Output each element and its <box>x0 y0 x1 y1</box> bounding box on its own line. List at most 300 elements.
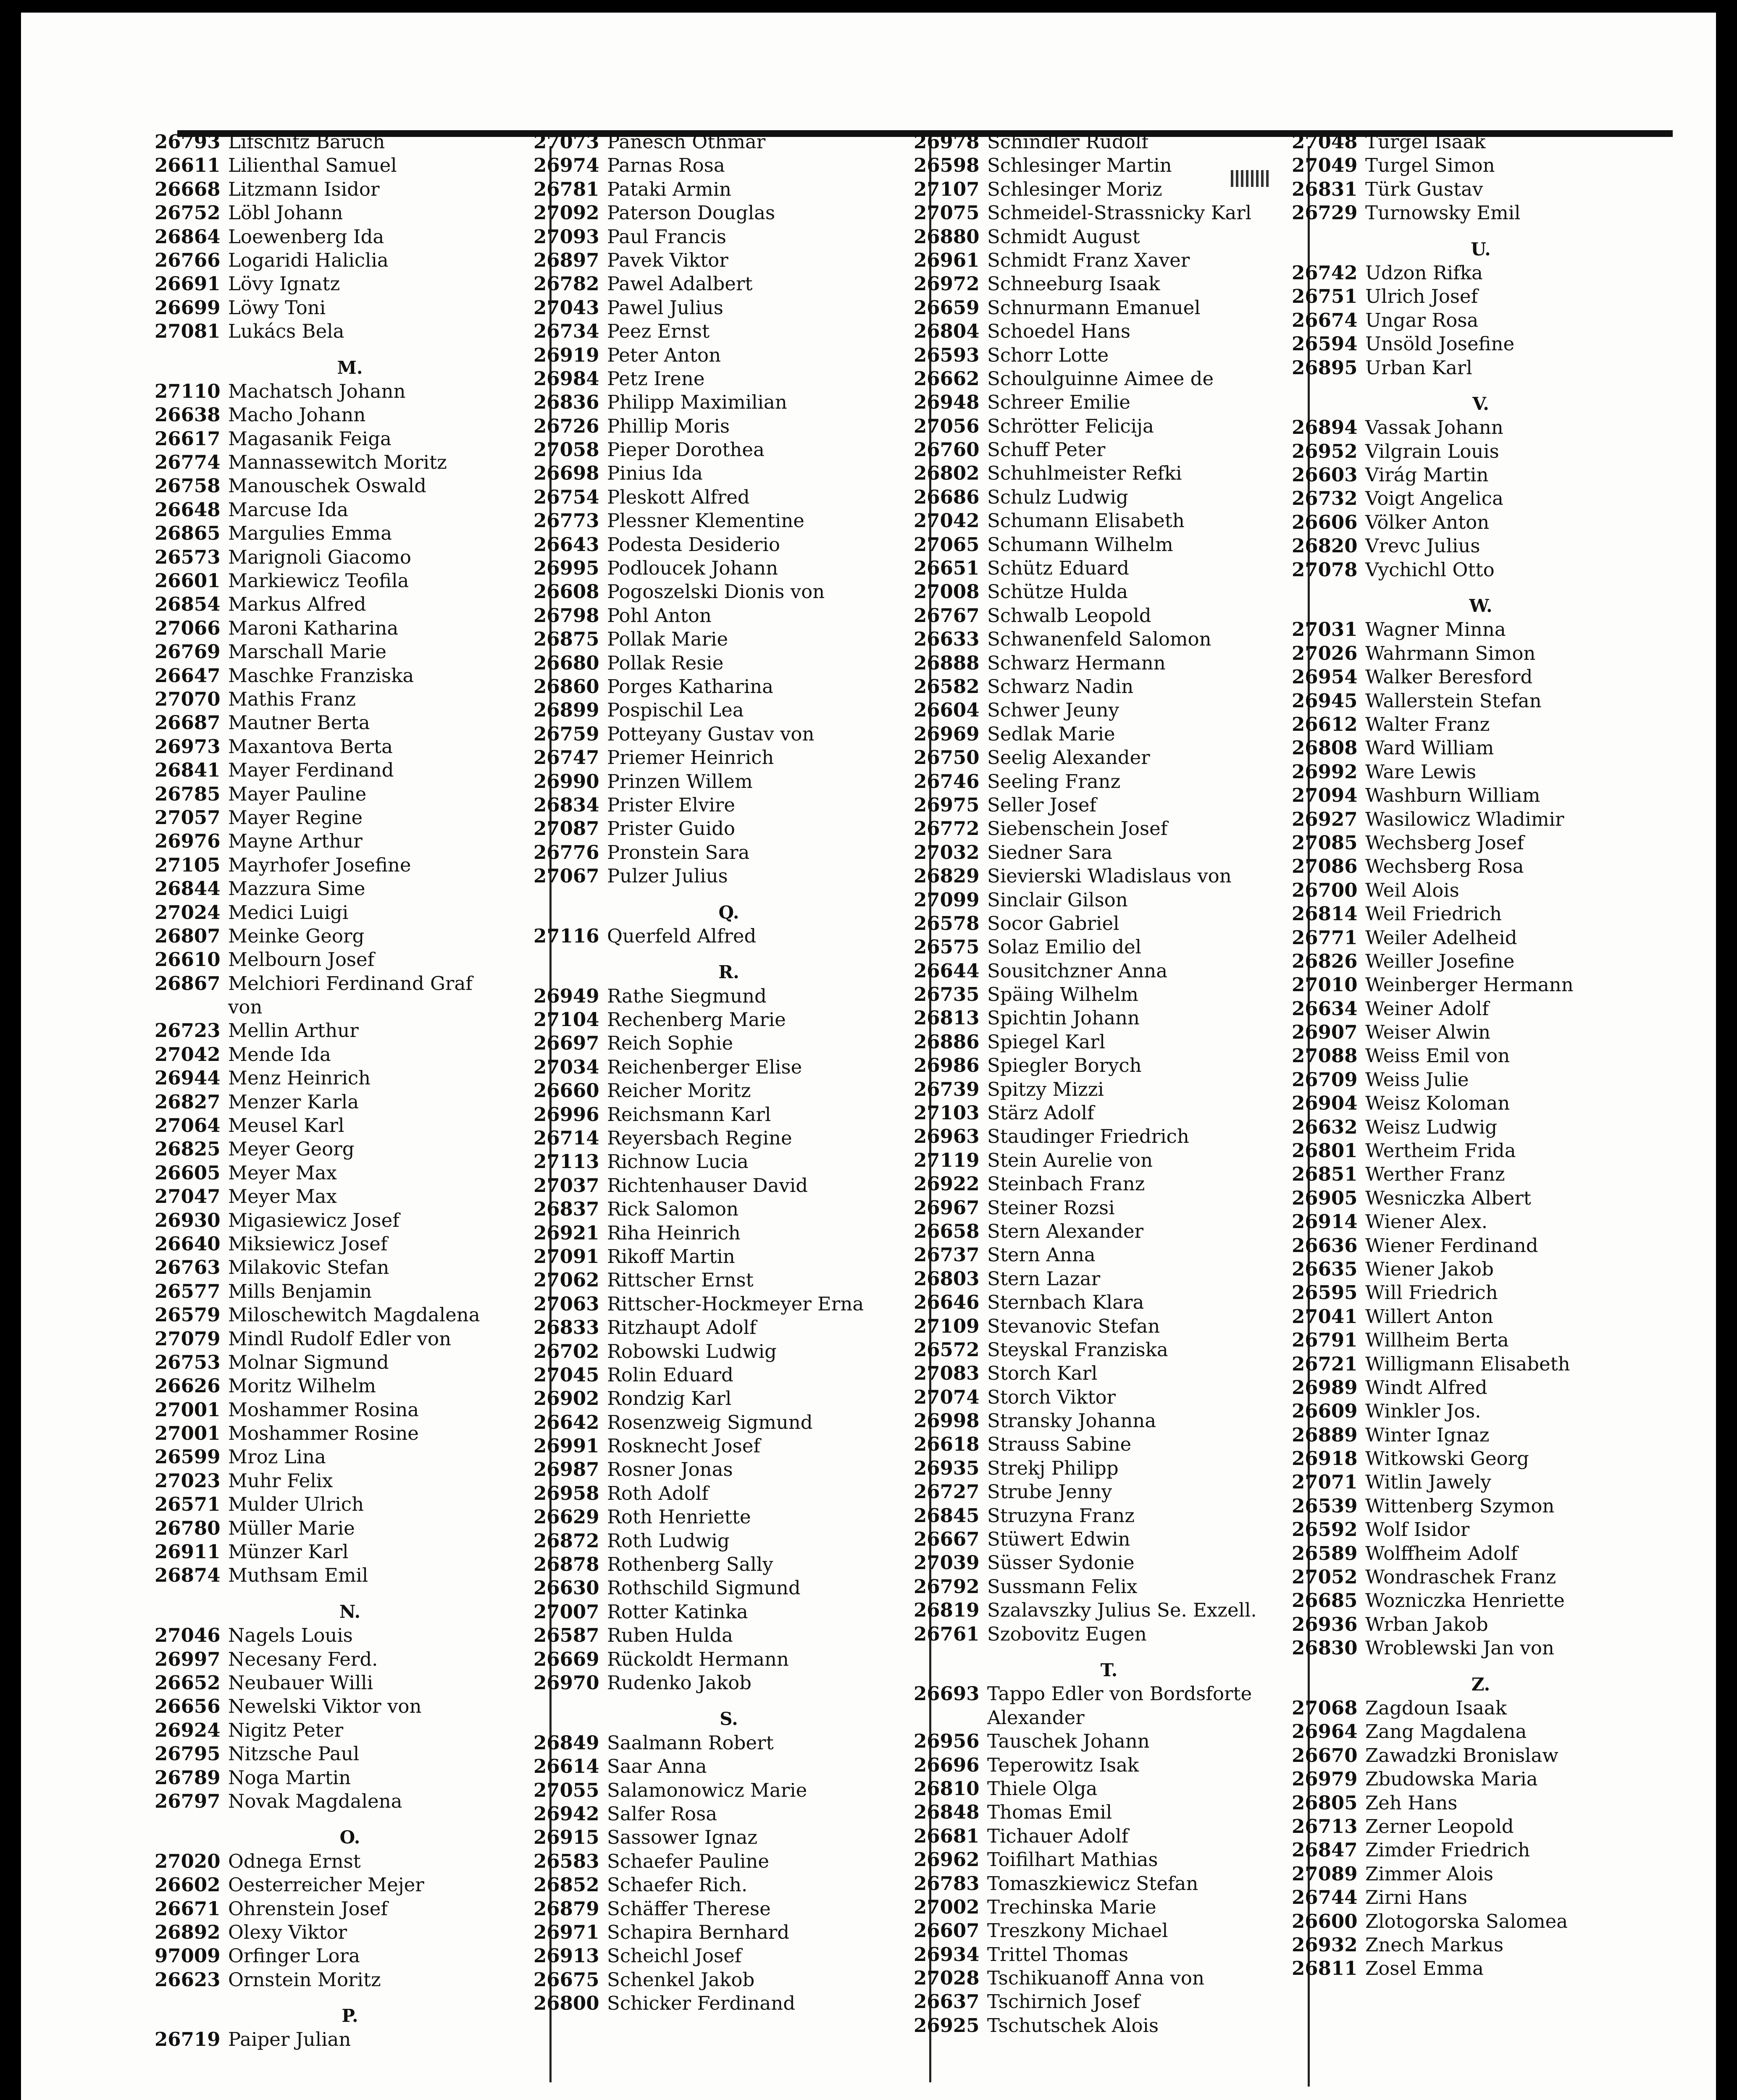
entry-number: 26602 <box>155 1874 221 1896</box>
entry-number: 26746 <box>914 770 980 793</box>
list-entry <box>155 1944 520 1968</box>
entry-number: 26781 <box>533 178 599 200</box>
entry-number: 26652 <box>155 1672 221 1694</box>
entry-name: Podesta Desiderio <box>607 533 780 556</box>
entry-name: Sassower Ignaz <box>607 1826 758 1849</box>
list-entry <box>1292 1470 1645 1494</box>
list-entry <box>914 1362 1279 1385</box>
list-entry <box>533 1434 899 1458</box>
entry-number: 26791 <box>1292 1329 1358 1352</box>
entry-name: Riha Heinrich <box>607 1221 741 1244</box>
list-entry <box>914 1824 1279 1848</box>
entry-name: Rudenko Jakob <box>607 1672 752 1694</box>
list-entry <box>533 1576 899 1600</box>
list-entry <box>155 1327 520 1351</box>
entry-name: Milakovic Stefan <box>228 1256 389 1279</box>
entry-number: 26633 <box>914 628 980 651</box>
entry-name: Meinke Georg <box>228 924 365 947</box>
entry-number: 26905 <box>1292 1186 1358 1209</box>
entry-number: 26732 <box>1292 487 1358 510</box>
list-entry <box>1292 178 1645 201</box>
entry-name: Spiegler Borych <box>987 1054 1142 1077</box>
entry-name: Windt Alfred <box>1365 1376 1487 1399</box>
list-entry <box>155 1469 520 1493</box>
entry-name: Stein Aurelie von <box>987 1149 1153 1171</box>
list-entry <box>914 415 1279 438</box>
list-entry <box>533 296 899 320</box>
entry-number: 26772 <box>914 817 980 840</box>
entry-number: 26750 <box>914 746 980 769</box>
list-entry <box>155 1303 520 1327</box>
section-letter: T. <box>1100 1660 1118 1680</box>
entry-number: 27093 <box>533 225 599 248</box>
entry-name: Meyer Max <box>228 1161 337 1184</box>
entry-number: 26656 <box>155 1695 221 1718</box>
entry-number: 27091 <box>533 1245 599 1268</box>
list-entry <box>914 698 1279 722</box>
entry-number: 26992 <box>1292 760 1358 783</box>
entry-number: 26829 <box>914 865 980 887</box>
list-entry <box>1292 1139 1645 1163</box>
entry-name: Pleskott Alfred <box>607 486 750 508</box>
entry-name: Mende Ida <box>228 1043 331 1066</box>
entry-name: Pataki Armin <box>607 178 732 200</box>
list-entry <box>155 1719 520 1742</box>
entry-name: Pawel Julius <box>607 296 723 319</box>
entry-name: Süsser Sydonie <box>987 1551 1135 1574</box>
entry-number: 26930 <box>155 1209 221 1231</box>
entry-number: 26808 <box>1292 737 1358 759</box>
list-entry <box>155 1493 520 1516</box>
entry-number: 26913 <box>533 1945 599 1967</box>
entry-number: 26814 <box>1292 903 1358 925</box>
entry-name: Magasanik Feiga <box>228 427 392 450</box>
entry-name: Socor Gabriel <box>987 912 1119 934</box>
entry-name: Reichsmann Karl <box>607 1103 771 1126</box>
entry-number: 26648 <box>155 498 221 521</box>
list-entry <box>914 556 1279 580</box>
entry-number: 27032 <box>914 841 980 864</box>
list-entry <box>155 1648 520 1671</box>
entry-number: 26969 <box>914 722 980 745</box>
list-entry <box>155 1019 520 1042</box>
entry-name: Potteyany Gustav von <box>607 722 815 745</box>
section-letter: Q. <box>718 902 739 923</box>
section-spacer <box>914 1646 1279 1659</box>
entry-number: 26714 <box>533 1127 599 1150</box>
entry-name: Wechsberg Rosa <box>1365 855 1524 878</box>
entry-number: 26660 <box>533 1079 599 1102</box>
entry-name: Meusel Karl <box>228 1114 344 1137</box>
entry-number: 26864 <box>155 225 221 248</box>
entry-number: 26970 <box>533 1672 599 1694</box>
entry-number: 26747 <box>533 746 599 769</box>
entry-number: 26851 <box>1292 1163 1358 1186</box>
list-entry <box>155 1066 520 1090</box>
entry-name: Porges Katharina <box>607 675 773 698</box>
entry-name: Urban Karl <box>1365 356 1472 379</box>
entry-number: 26894 <box>1292 416 1358 439</box>
entry-name: Logaridi Haliclia <box>228 249 389 271</box>
list-entry <box>1292 440 1645 463</box>
entry-number: 26709 <box>1292 1068 1358 1091</box>
entry-number: 26723 <box>155 1019 221 1042</box>
list-entry <box>1292 534 1645 558</box>
entry-name-continuation: von <box>228 996 263 1018</box>
list-entry <box>1292 902 1645 926</box>
list-entry <box>914 1872 1279 1895</box>
entry-number: 27001 <box>155 1422 221 1445</box>
entry-number: 26848 <box>914 1801 980 1824</box>
list-entry <box>914 1943 1279 1966</box>
entry-name: Lifschitz Baruch <box>228 131 385 153</box>
entry-name: Scheichl Josef <box>607 1945 742 1967</box>
entry-number: 26793 <box>155 131 221 153</box>
list-entry <box>155 806 520 830</box>
entry-name: Rittscher Ernst <box>607 1269 754 1292</box>
list-entry <box>1292 1720 1645 1743</box>
entry-name: Reicher Moritz <box>607 1079 751 1102</box>
entry-number: 27039 <box>914 1551 980 1574</box>
entry-name: Querfeld Alfred <box>607 924 757 947</box>
list-entry <box>914 1196 1279 1220</box>
entry-number: 26834 <box>533 793 599 816</box>
entry-name: Zimder Friedrich <box>1365 1839 1530 1861</box>
list-entry <box>914 1480 1279 1504</box>
entry-number: 26626 <box>155 1375 221 1397</box>
list-entry <box>533 509 899 533</box>
entry-name: Paiper Julian <box>228 2028 351 2051</box>
list-entry <box>155 178 520 201</box>
entry-name: Marignoli Giacomo <box>228 546 412 568</box>
entry-number: 26954 <box>1292 666 1358 688</box>
entry-name: Tschutschek Alois <box>987 2014 1159 2037</box>
list-entry <box>155 522 520 545</box>
list-entry <box>155 1624 520 1647</box>
list-entry <box>533 604 899 627</box>
entry-number: 27086 <box>1292 855 1358 878</box>
list-entry <box>1292 926 1645 950</box>
entry-name: Sievierski Wladislaus von <box>987 865 1232 887</box>
entry-number: 27002 <box>914 1895 980 1918</box>
entry-number: 26646 <box>914 1291 980 1314</box>
entry-name: Richnow Lucia <box>607 1150 749 1173</box>
list-entry <box>914 344 1279 367</box>
entry-number: 26744 <box>1292 1886 1358 1909</box>
entry-number: 26739 <box>914 1078 980 1100</box>
entry-number: 26662 <box>914 367 980 390</box>
entry-number: 27085 <box>1292 831 1358 854</box>
entry-number: 26934 <box>914 1943 980 1966</box>
entry-name: Nitzsche Paul <box>228 1743 360 1765</box>
entry-number: 26644 <box>914 959 980 982</box>
list-entry <box>155 249 520 272</box>
entry-name: Pieper Dorothea <box>607 438 765 461</box>
list-entry <box>533 841 899 864</box>
entry-name: Schuhlmeister Refki <box>987 462 1182 485</box>
list-entry <box>533 722 899 746</box>
entry-name: Wiener Jakob <box>1365 1257 1494 1280</box>
entry-name: Stern Lazar <box>987 1267 1101 1290</box>
entry-name: Schäffer Therese <box>607 1897 771 1920</box>
list-entry <box>1292 1234 1645 1257</box>
list-entry <box>155 1114 520 1137</box>
entry-name: Nagels Louis <box>228 1624 353 1647</box>
list-entry <box>1292 1910 1645 1933</box>
entry-name: Schulz Ludwig <box>987 486 1128 508</box>
entry-name: Philipp Maximilian <box>607 391 787 414</box>
list-entry <box>914 912 1279 935</box>
entry-number: 27058 <box>533 438 599 461</box>
list-entry <box>533 1553 899 1576</box>
entry-name: Struzyna Franz <box>987 1504 1135 1527</box>
entry-number: 26592 <box>1292 1518 1358 1541</box>
list-entry <box>533 1755 899 1778</box>
entry-name: Pinius Ida <box>607 462 703 485</box>
entry-name: Sedlak Marie <box>987 722 1115 745</box>
entry-number: 26819 <box>914 1599 980 1622</box>
entry-number: 26800 <box>533 1992 599 2015</box>
entry-number: 26979 <box>1292 1768 1358 1790</box>
list-entry <box>533 1079 899 1102</box>
entry-number: 26668 <box>155 178 221 200</box>
entry-number: 27008 <box>914 580 980 603</box>
entry-number: 26686 <box>914 486 980 508</box>
list-entry <box>914 935 1279 959</box>
entry-number: 26915 <box>533 1826 599 1849</box>
section-spacer <box>1292 380 1645 392</box>
section-letter: P. <box>342 2006 358 2026</box>
list-entry <box>533 1126 899 1150</box>
list-entry <box>914 1433 1279 1456</box>
entry-name: Roth Ludwig <box>607 1529 730 1552</box>
entry-number: 26888 <box>914 651 980 674</box>
list-entry <box>533 178 899 201</box>
entry-name: Treszkony Michael <box>987 1919 1168 1942</box>
list-entry <box>155 901 520 924</box>
list-entry <box>533 1731 899 1755</box>
entry-name: Prister Guido <box>607 817 736 840</box>
list-entry <box>155 1185 520 1208</box>
entry-number: 26872 <box>533 1529 599 1552</box>
list-entry <box>1292 558 1645 582</box>
list-entry <box>1292 416 1645 439</box>
entry-name: Meyer Max <box>228 1185 337 1208</box>
entry-name: Wrban Jakob <box>1365 1613 1488 1635</box>
list-entry <box>1292 1838 1645 1862</box>
entry-name: Schenkel Jakob <box>607 1968 755 1991</box>
entry-number: 26674 <box>1292 309 1358 331</box>
list-entry <box>914 1528 1279 1551</box>
list-entry <box>1292 1328 1645 1352</box>
entry-number: 26713 <box>1292 1815 1358 1838</box>
entry-number: 26670 <box>1292 1744 1358 1767</box>
entry-number: 26990 <box>533 770 599 793</box>
entry-name: Schwer Jeuny <box>987 699 1119 722</box>
entry-number: 26751 <box>1292 285 1358 308</box>
list-entry <box>914 722 1279 746</box>
entry-number: 26771 <box>1292 926 1358 949</box>
entry-name: Spitzy Mizzi <box>987 1078 1104 1100</box>
list-entry <box>533 1316 899 1339</box>
list-entry <box>155 617 520 640</box>
entry-number: 26927 <box>1292 808 1358 830</box>
list-entry <box>533 746 899 769</box>
entry-number: 26964 <box>1292 1720 1358 1743</box>
list-entry <box>1292 1957 1645 1980</box>
list-entry <box>533 580 899 604</box>
list-entry <box>155 130 520 154</box>
list-entry <box>1292 487 1645 510</box>
entry-name: Tschirnich Josef <box>987 1990 1140 2013</box>
list-entry <box>533 627 899 651</box>
list-entry <box>155 2028 520 2051</box>
list-entry <box>1292 1163 1645 1186</box>
list-entry <box>914 178 1279 201</box>
entry-name: Tichauer Adolf <box>987 1824 1129 1847</box>
entry-name: Udzon Rifka <box>1365 261 1483 284</box>
entry-name: Mautner Berta <box>228 711 370 734</box>
entry-name: Schütze Hulda <box>987 580 1128 603</box>
entry-number: 26804 <box>914 320 980 343</box>
entry-name: Stern Alexander <box>987 1220 1143 1242</box>
list-entry <box>155 1790 520 1813</box>
entry-number: 26642 <box>533 1411 599 1433</box>
list-entry <box>1292 1767 1645 1791</box>
list-entry <box>155 1232 520 1256</box>
list-entry <box>1292 130 1645 154</box>
list-entry <box>914 1054 1279 1077</box>
entry-number: 27074 <box>914 1386 980 1408</box>
list-entry <box>914 272 1279 296</box>
entry-name: Zirni Hans <box>1365 1886 1467 1909</box>
list-entry <box>533 154 899 177</box>
entry-number: 26612 <box>1292 713 1358 735</box>
list-entry <box>533 864 899 888</box>
entry-number: 27064 <box>155 1114 221 1137</box>
list-entry <box>155 1256 520 1279</box>
entry-name: Muthsam Emil <box>228 1564 368 1587</box>
entry-name: Reich Sophie <box>607 1032 733 1055</box>
list-entry <box>1292 855 1645 878</box>
entry-number: 26852 <box>533 1874 599 1896</box>
entry-number: 26609 <box>1292 1400 1358 1423</box>
list-entry <box>155 1766 520 1790</box>
entry-number: 26972 <box>914 273 980 295</box>
list-entry <box>914 770 1279 793</box>
list-entry <box>1292 463 1645 487</box>
entry-number: 27037 <box>533 1174 599 1197</box>
entry-name: Seller Josef <box>987 793 1097 816</box>
list-entry <box>1292 784 1645 807</box>
list-entry <box>1292 1423 1645 1447</box>
list-entry <box>914 604 1279 627</box>
list-entry <box>1292 1636 1645 1660</box>
entry-name: Schaefer Rich. <box>607 1874 748 1896</box>
entry-name: Saar Anna <box>607 1755 707 1778</box>
entry-number: 27079 <box>155 1327 221 1350</box>
entry-name: Siedner Sara <box>987 841 1113 864</box>
list-entry <box>914 1504 1279 1528</box>
entry-name: Rondzig Karl <box>607 1387 732 1410</box>
list-entry <box>914 1338 1279 1362</box>
list-entry <box>1292 1281 1645 1305</box>
entry-number: 27043 <box>533 296 599 319</box>
entry-name: Weil Alois <box>1365 879 1459 901</box>
entry-number: 26766 <box>155 249 221 271</box>
entry-name: Ruben Hulda <box>607 1624 733 1647</box>
entry-name: Mellin Arthur <box>228 1019 359 1042</box>
list-entry <box>533 1103 899 1126</box>
entry-number: 26697 <box>533 1032 599 1055</box>
entry-name: Schoedel Hans <box>987 320 1131 343</box>
entry-number: 26802 <box>914 462 980 485</box>
entry-name: Thiele Olga <box>987 1777 1098 1800</box>
list-entry <box>1292 1068 1645 1092</box>
entry-name: Mayrhofer Josefine <box>228 853 411 876</box>
list-entry <box>533 130 899 154</box>
entry-number: 26579 <box>155 1304 221 1326</box>
list-entry <box>914 888 1279 912</box>
list-entry <box>914 1754 1279 1777</box>
list-entry <box>914 1220 1279 1243</box>
section-letter: S. <box>720 1709 738 1730</box>
list-entry <box>1292 1791 1645 1815</box>
entry-number: 26801 <box>1292 1139 1358 1162</box>
entry-name: Rothenberg Sally <box>607 1553 773 1576</box>
entry-number: 26795 <box>155 1743 221 1765</box>
entry-name: Stransky Johanna <box>987 1410 1156 1432</box>
list-entry <box>1292 642 1645 665</box>
entry-name: Rückoldt Hermann <box>607 1648 789 1670</box>
entry-name: Steyskal Franziska <box>987 1338 1168 1361</box>
entry-name: Pavek Viktor <box>607 249 728 271</box>
entry-number: 26699 <box>155 296 221 319</box>
list-entry <box>155 403 520 427</box>
entry-name: Späing Wilhelm <box>987 983 1138 1006</box>
entry-name: Willigmann Elisabeth <box>1365 1352 1570 1375</box>
entry-name: Weisz Koloman <box>1365 1092 1510 1115</box>
entry-name: Stüwert Edwin <box>987 1528 1130 1551</box>
entry-number: 26582 <box>914 675 980 698</box>
list-entry <box>1292 665 1645 689</box>
entry-name: Stern Anna <box>987 1244 1096 1266</box>
list-entry <box>914 1267 1279 1291</box>
section-spacer <box>533 888 899 901</box>
entry-name: Markus Alfred <box>228 593 366 616</box>
list-entry <box>914 130 1279 154</box>
entry-name: Miksiewicz Josef <box>228 1232 388 1255</box>
entry-number: 27034 <box>533 1055 599 1078</box>
entry-name: Litzmann Isidor <box>228 178 380 200</box>
entry-name: Willert Anton <box>1365 1305 1493 1328</box>
list-entry <box>1292 511 1645 534</box>
list-entry <box>1292 1862 1645 1886</box>
list-entry <box>155 474 520 498</box>
entry-name: Schmeidel-Strassnicky Karl <box>987 202 1252 224</box>
entry-name: Werther Franz <box>1365 1163 1505 1186</box>
entry-number: 26914 <box>1292 1210 1358 1233</box>
entry-number: 26572 <box>914 1338 980 1361</box>
list-entry <box>914 627 1279 651</box>
list-entry <box>533 1340 899 1363</box>
list-entry <box>533 1505 899 1529</box>
list-entry <box>533 1221 899 1245</box>
list-entry <box>155 320 520 343</box>
entry-number: 26949 <box>533 984 599 1007</box>
entry-number: 27104 <box>533 1008 599 1031</box>
entry-name: Teperowitz Isak <box>987 1754 1139 1776</box>
